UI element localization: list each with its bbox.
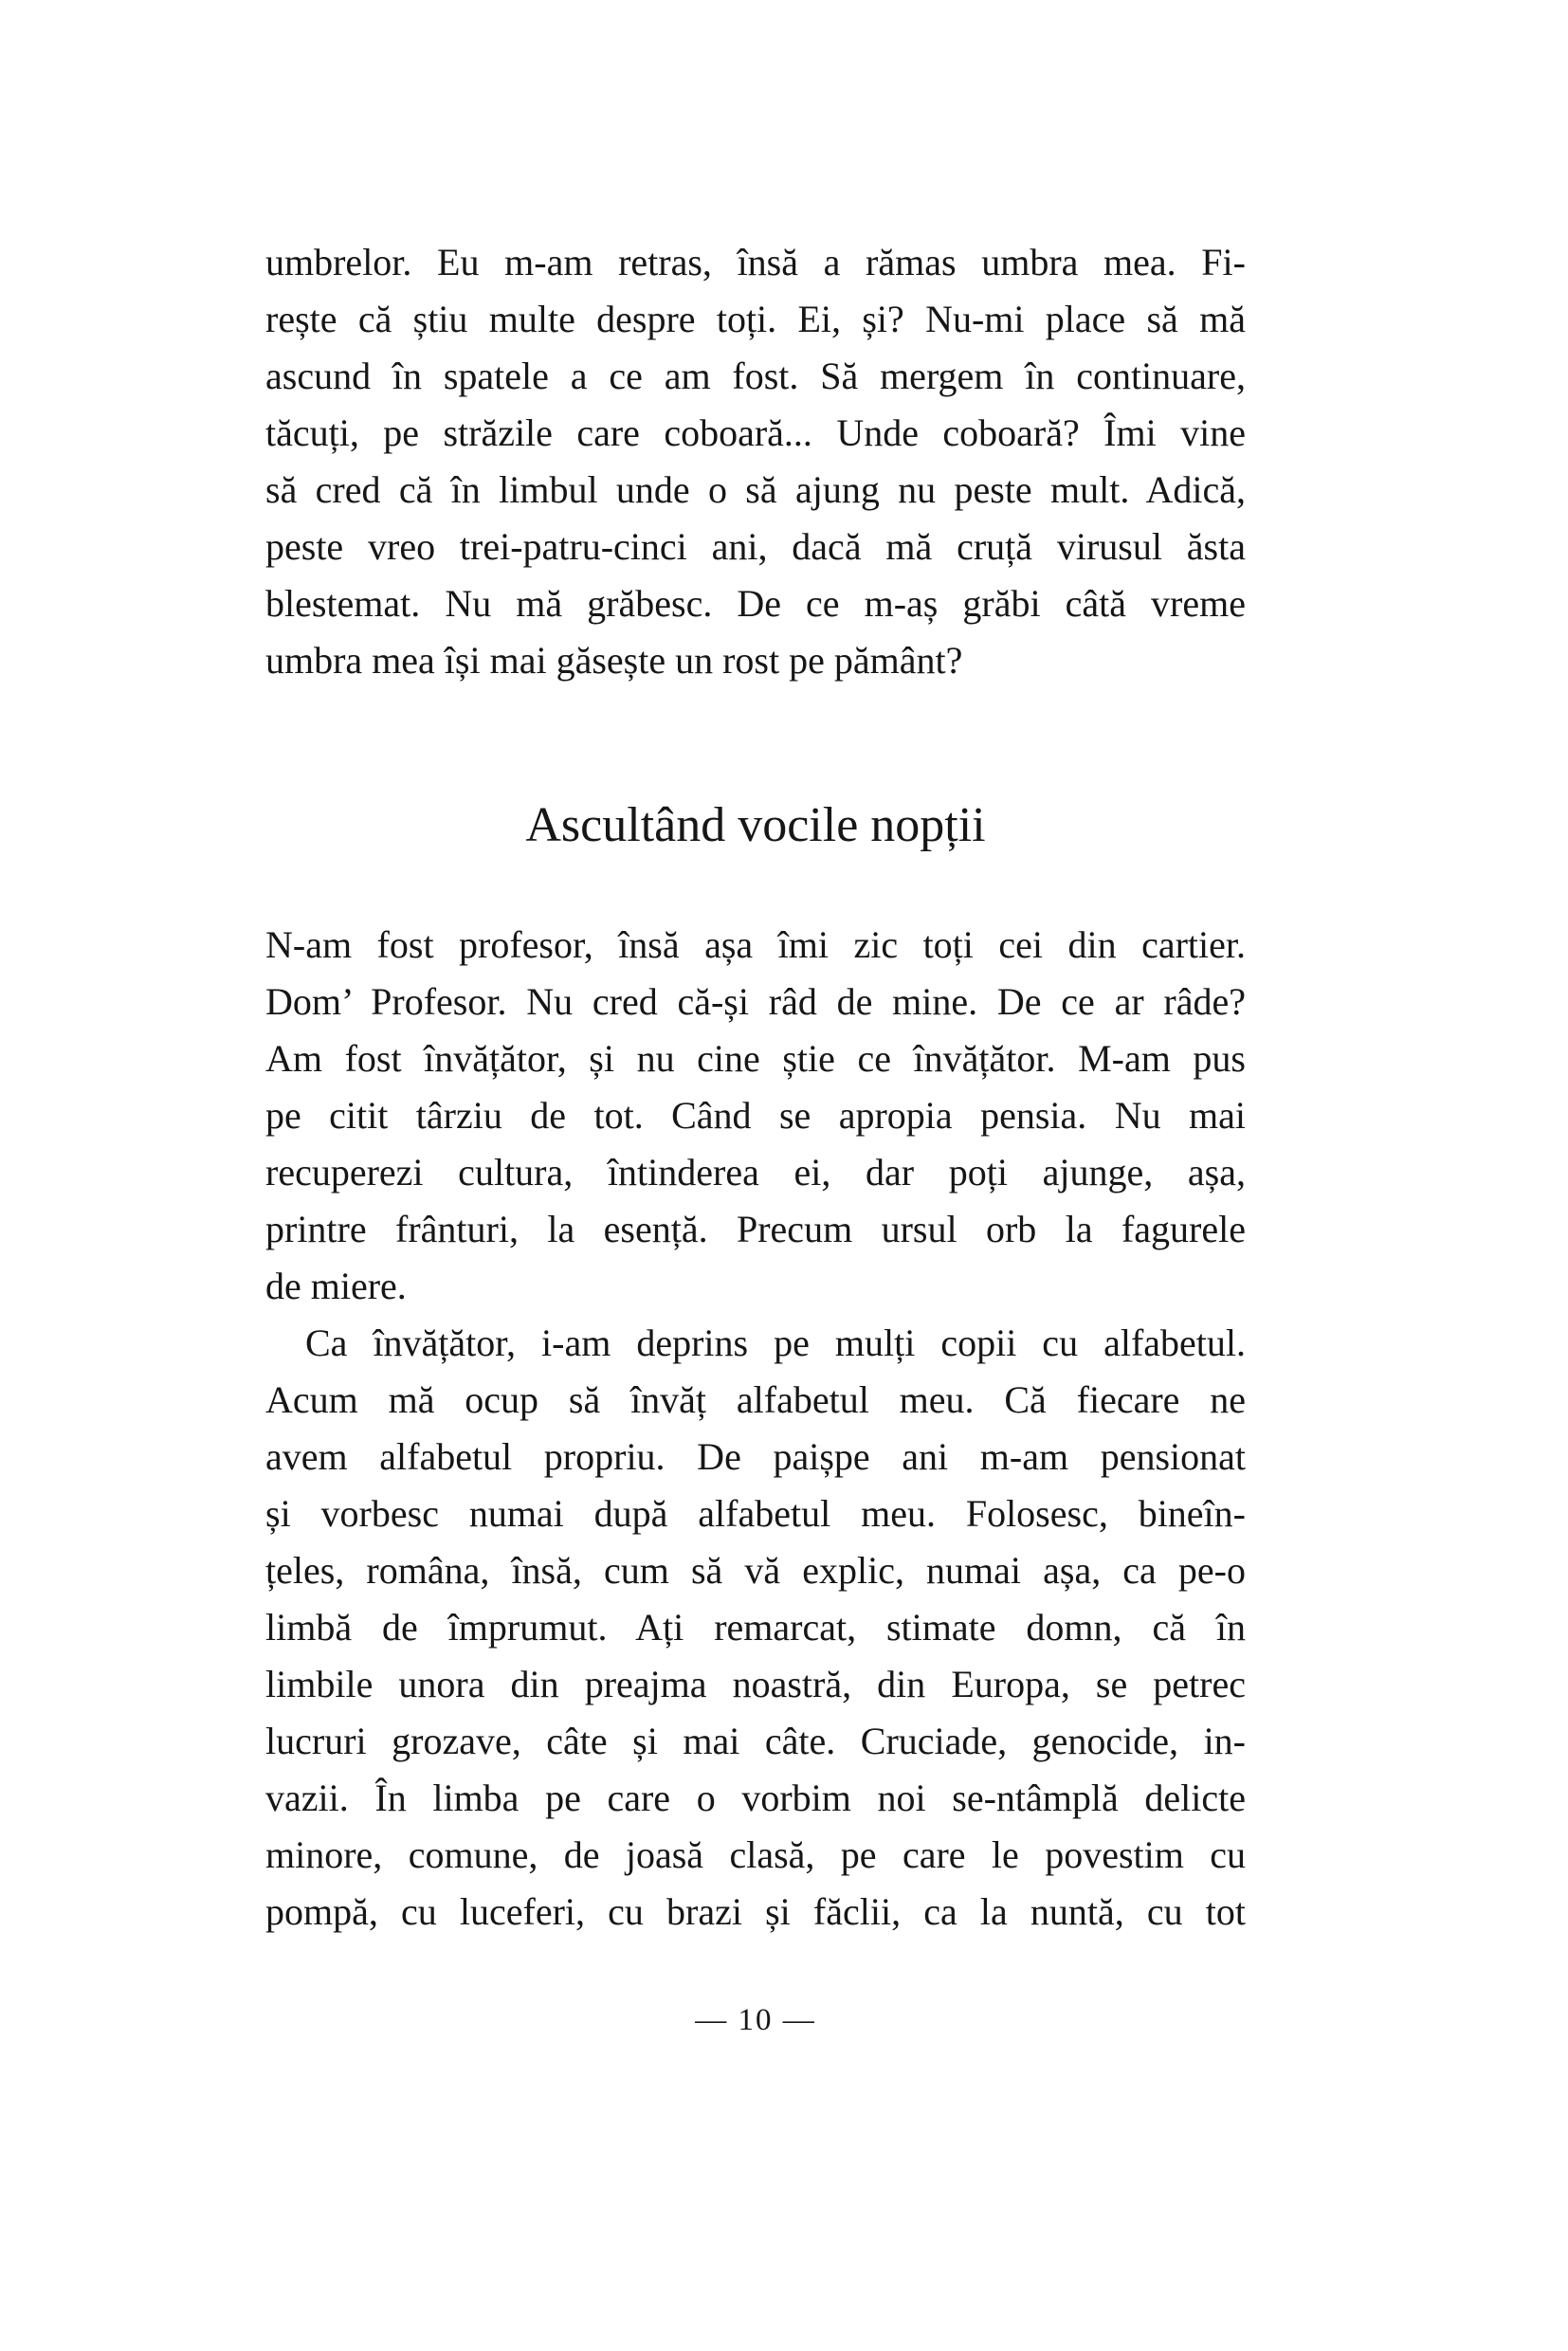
text-line: vazii. În limba pe care o vorbim noi se-ntâmplă delicte (265, 1777, 1246, 1819)
text-line: Am fost învățător, și nu cine știe ce învățător. M-am pus (265, 1037, 1246, 1080)
paragraph-continued (265, 234, 1246, 689)
text-line: blestemat. Nu mă grăbesc. De ce m-aș grăbi câtă vreme (265, 582, 1246, 625)
text-line: limbă de împrumut. Ați remarcat, stimate domn, că în (265, 1606, 1246, 1649)
text-line: recuperezi cultura, întinderea ei, dar poți ajunge, așa, (265, 1151, 1246, 1194)
text-line: printre frânturi, la esență. Precum ursul orb la fagurele (265, 1208, 1246, 1250)
page-number-label: — 10 — (695, 2003, 816, 2037)
page-number (265, 2001, 1246, 2039)
text-line: de miere. (265, 1265, 407, 1307)
text-line: pe citit târziu de tot. Când se apropia pensia. Nu mai (265, 1094, 1246, 1137)
text-line: avem alfabetul propriu. De paișpe ani m-am pensionat (265, 1435, 1246, 1478)
text-line: umbra mea își mai găsește un rost pe pământ? (265, 639, 963, 682)
text-line: N-am fost profesor, însă așa îmi zic toți cei din cartier. (265, 923, 1246, 966)
text-line: Ca învățător, i-am deprins pe mulți copii cu alfabetul. (305, 1321, 1246, 1364)
text-line: limbile unora din preajma noastră, din Europa, se petrec (265, 1663, 1246, 1705)
text-line: peste vreo trei-patru-cinci ani, dacă mă cruță virusul ăsta (265, 525, 1246, 568)
paragraph-opening (265, 917, 1246, 1315)
text-line: țeles, româna, însă, cum să vă explic, numai așa, ca pe-o (265, 1549, 1246, 1592)
text-column (265, 234, 1246, 2039)
text-line: ascund în spatele a ce am fost. Să mergem în continuare, (265, 355, 1246, 397)
text-line: minore, comune, de joasă clasă, pe care le povestim cu (265, 1833, 1246, 1876)
text-line: Dom’ Profesor. Nu cred că-și râd de mine. De ce ar râde? (265, 980, 1246, 1023)
text-line: și vorbesc numai după alfabetul meu. Folosesc, bineîn- (265, 1492, 1246, 1535)
text-line: rește că știu multe despre toți. Ei, și? Nu-mi place să mă (265, 298, 1246, 340)
text-line: Acum mă ocup să învăț alfabetul meu. Că fiecare ne (265, 1378, 1246, 1421)
text-line: lucruri grozave, câte și mai câte. Cruciade, genocide, in- (265, 1720, 1246, 1762)
text-line: umbrelor. Eu m-am retras, însă a rămas umbra mea. Fi- (265, 241, 1246, 283)
chapter-heading: Ascultând vocile nopții (525, 798, 986, 852)
text-line: tăcuți, pe străzile care coboară... Unde coboară? Îmi vine (265, 411, 1246, 454)
text-line: pompă, cu luceferi, cu brazi și făclii, ca la nuntă, cu tot (265, 1890, 1246, 1933)
paragraph-indented (265, 1315, 1246, 1941)
text-line: să cred că în limbul unde o să ajung nu peste mult. Adică, (265, 468, 1246, 511)
